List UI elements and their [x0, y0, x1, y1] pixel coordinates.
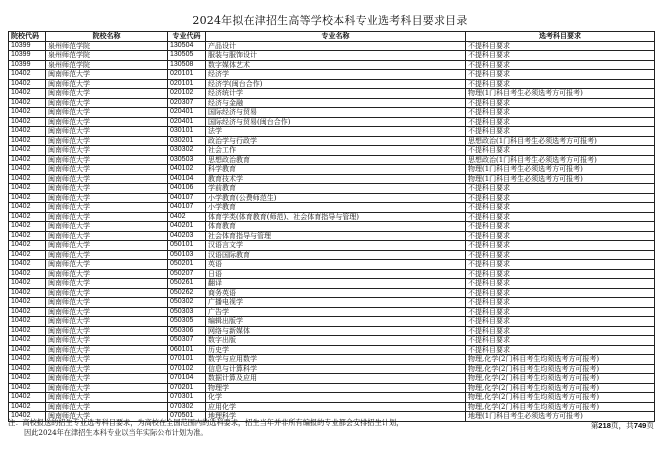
col-header-subject-requirement: 选考科目要求 [466, 32, 655, 42]
school-name-cell: 闽南师范大学 [46, 250, 168, 260]
major-name-cell: 日语 [206, 269, 466, 279]
school-code-cell: 10402 [9, 79, 46, 89]
school-name-cell: 闽南师范大学 [46, 288, 168, 298]
subject-requirement-cell: 不提科目要求 [466, 298, 655, 308]
table-row [9, 108, 655, 118]
major-name-cell: 化学 [206, 393, 466, 403]
major-code-cell: 070302 [168, 402, 206, 412]
subject-requirement-cell: 不提科目要求 [466, 279, 655, 289]
major-name-cell: 产品设计 [206, 41, 466, 51]
major-name-cell: 教育技术学 [206, 174, 466, 184]
table-row [9, 165, 655, 175]
major-code-cell: 050261 [168, 279, 206, 289]
table-row [9, 326, 655, 336]
school-code-cell: 10402 [9, 279, 46, 289]
school-name-cell: 闽南师范大学 [46, 402, 168, 412]
major-code-cell: 0402 [168, 212, 206, 222]
major-code-cell: 050201 [168, 260, 206, 270]
school-code-cell: 10399 [9, 60, 46, 70]
school-code-cell: 10402 [9, 127, 46, 137]
major-name-cell: 数字媒体艺术 [206, 60, 466, 70]
school-code-cell: 10402 [9, 364, 46, 374]
school-name-cell: 闽南师范大学 [46, 412, 168, 422]
subject-requirement-cell: 不提科目要求 [466, 345, 655, 355]
school-name-cell: 闽南师范大学 [46, 326, 168, 336]
major-name-cell: 科学教育 [206, 165, 466, 175]
school-name-cell: 闽南师范大学 [46, 108, 168, 118]
major-name-cell: 翻译 [206, 279, 466, 289]
major-name-cell: 学前教育 [206, 184, 466, 194]
school-code-cell: 10402 [9, 241, 46, 251]
major-code-cell: 030302 [168, 146, 206, 156]
major-name-cell: 广告学 [206, 307, 466, 317]
major-name-cell: 汉语国际教育 [206, 250, 466, 260]
major-name-cell: 体育学类(体育教育(师范)、社会体育指导与管理) [206, 212, 466, 222]
subject-requirement-cell: 物理(1门科目考生必须选考方可报考) [466, 174, 655, 184]
col-header-major-code: 专业代码 [168, 32, 206, 42]
major-name-cell: 经济与金融 [206, 98, 466, 108]
school-code-cell: 10402 [9, 222, 46, 232]
major-name-cell: 体育教育 [206, 222, 466, 232]
school-code-cell: 10402 [9, 317, 46, 327]
table-row [9, 222, 655, 232]
major-name-cell: 经济统计学 [206, 89, 466, 99]
page-current: 218 [598, 421, 611, 430]
table-row [9, 383, 655, 393]
table-row [9, 307, 655, 317]
school-name-cell: 闽南师范大学 [46, 184, 168, 194]
table-row [9, 279, 655, 289]
major-code-cell: 070104 [168, 374, 206, 384]
table-row [9, 70, 655, 80]
table-row [9, 317, 655, 327]
subject-requirement-cell: 不提科目要求 [466, 203, 655, 213]
page-middle: 页，共 [610, 421, 634, 430]
table-row [9, 374, 655, 384]
school-code-cell: 10402 [9, 260, 46, 270]
subject-requirement-cell: 物理,化学(2门科目考生均须选考方可报考) [466, 364, 655, 374]
col-header-school-name: 院校名称 [46, 32, 168, 42]
school-code-cell: 10402 [9, 165, 46, 175]
table-row [9, 41, 655, 51]
subject-requirement-cell: 物理,化学(2门科目考生均须选考方可报考) [466, 355, 655, 365]
table-row [9, 127, 655, 137]
school-name-cell: 闽南师范大学 [46, 146, 168, 156]
school-code-cell: 10402 [9, 136, 46, 146]
school-name-cell: 闽南师范大学 [46, 241, 168, 251]
table-row [9, 250, 655, 260]
school-code-cell: 10402 [9, 155, 46, 165]
school-code-cell: 10402 [9, 146, 46, 156]
major-name-cell: 经济学 [206, 70, 466, 80]
school-code-cell: 10402 [9, 345, 46, 355]
table-row [9, 364, 655, 374]
school-code-cell: 10402 [9, 412, 46, 422]
table-row [9, 89, 655, 99]
table-row [9, 146, 655, 156]
subject-requirement-cell: 不提科目要求 [466, 98, 655, 108]
table-header-row [9, 32, 655, 42]
table-row [9, 193, 655, 203]
major-name-cell: 小学教育 [206, 203, 466, 213]
school-name-cell: 闽南师范大学 [46, 317, 168, 327]
major-code-cell: 070501 [168, 412, 206, 422]
subject-requirement-cell: 不提科目要求 [466, 212, 655, 222]
major-code-cell: 030201 [168, 136, 206, 146]
school-name-cell: 闽南师范大学 [46, 79, 168, 89]
subject-requirement-cell: 物理,化学(2门科目考生均须选考方可报考) [466, 374, 655, 384]
school-code-cell: 10402 [9, 231, 46, 241]
school-code-cell: 10402 [9, 203, 46, 213]
school-name-cell: 闽南师范大学 [46, 260, 168, 270]
table-row [9, 288, 655, 298]
major-code-cell: 070102 [168, 364, 206, 374]
subject-requirement-cell: 不提科目要求 [466, 317, 655, 327]
subject-requirement-cell: 不提科目要求 [466, 260, 655, 270]
school-name-cell: 闽南师范大学 [46, 212, 168, 222]
major-code-cell: 050307 [168, 336, 206, 346]
school-name-cell: 闽南师范大学 [46, 383, 168, 393]
school-name-cell: 闽南师范大学 [46, 279, 168, 289]
major-code-cell: 130508 [168, 60, 206, 70]
school-code-cell: 10402 [9, 374, 46, 384]
school-code-cell: 10399 [9, 51, 46, 61]
school-name-cell: 闽南师范大学 [46, 364, 168, 374]
major-code-cell: 060101 [168, 345, 206, 355]
major-name-cell: 小学教育(公费师范生) [206, 193, 466, 203]
subject-requirement-cell: 物理,化学(2门科目考生均须选考方可报考) [466, 402, 655, 412]
table-row [9, 269, 655, 279]
major-name-cell: 思想政治教育 [206, 155, 466, 165]
school-name-cell: 闽南师范大学 [46, 165, 168, 175]
page-prefix: 第 [590, 421, 599, 430]
table-row [9, 345, 655, 355]
major-code-cell: 020401 [168, 117, 206, 127]
major-code-cell: 030503 [168, 155, 206, 165]
table-row [9, 51, 655, 61]
school-code-cell: 10402 [9, 89, 46, 99]
major-code-cell: 050262 [168, 288, 206, 298]
subject-requirement-cell: 不提科目要求 [466, 79, 655, 89]
table-row [9, 336, 655, 346]
major-name-cell: 物理学 [206, 383, 466, 393]
major-code-cell: 020101 [168, 70, 206, 80]
school-code-cell: 10402 [9, 184, 46, 194]
subject-requirement-cell: 不提科目要求 [466, 241, 655, 251]
major-name-cell: 社会体育指导与管理 [206, 231, 466, 241]
col-header-school-code: 院校代码 [9, 32, 46, 42]
table-row [9, 298, 655, 308]
major-code-cell: 070101 [168, 355, 206, 365]
subject-requirement-cell: 不提科目要求 [466, 231, 655, 241]
major-code-cell: 040104 [168, 174, 206, 184]
subject-requirement-cell: 不提科目要求 [466, 51, 655, 61]
footnote-line-2: 因此2024年在津招生本科专业以当年实际公布计划为准。 [24, 428, 208, 437]
school-name-cell: 闽南师范大学 [46, 136, 168, 146]
major-name-cell: 广播电视学 [206, 298, 466, 308]
table-row [9, 402, 655, 412]
subject-requirement-cell: 不提科目要求 [466, 222, 655, 232]
major-code-cell: 070201 [168, 383, 206, 393]
major-name-cell: 政治学与行政学 [206, 136, 466, 146]
subject-requirement-cell: 不提科目要求 [466, 193, 655, 203]
major-code-cell: 050302 [168, 298, 206, 308]
subject-requirement-cell: 物理(1门科目考生必须选考方可报考) [466, 165, 655, 175]
subject-requirement-cell: 不提科目要求 [466, 288, 655, 298]
table-row [9, 79, 655, 89]
table-row [9, 241, 655, 251]
school-name-cell: 闽南师范大学 [46, 127, 168, 137]
subject-requirement-cell: 不提科目要求 [466, 336, 655, 346]
page-total: 749 [633, 421, 647, 430]
table-row [9, 60, 655, 70]
school-name-cell: 闽南师范大学 [46, 174, 168, 184]
school-name-cell: 闽南师范大学 [46, 89, 168, 99]
major-name-cell: 商务英语 [206, 288, 466, 298]
subject-requirement-cell: 不提科目要求 [466, 127, 655, 137]
table-row [9, 260, 655, 270]
major-name-cell: 汉语言文学 [206, 241, 466, 251]
major-name-cell: 数字出版 [206, 336, 466, 346]
table-body [9, 41, 655, 421]
col-header-major-name: 专业名称 [206, 32, 466, 42]
school-code-cell: 10402 [9, 336, 46, 346]
table-row [9, 184, 655, 194]
table-row [9, 174, 655, 184]
school-name-cell: 闽南师范大学 [46, 98, 168, 108]
table-row [9, 117, 655, 127]
school-name-cell: 闽南师范大学 [46, 336, 168, 346]
major-code-cell: 050207 [168, 269, 206, 279]
school-name-cell: 闽南师范大学 [46, 70, 168, 80]
school-name-cell: 闽南师范大学 [46, 355, 168, 365]
school-name-cell: 闽南师范大学 [46, 374, 168, 384]
major-code-cell: 050303 [168, 307, 206, 317]
school-name-cell: 泉州师范学院 [46, 60, 168, 70]
major-name-cell: 地理科学 [206, 412, 466, 422]
table-row [9, 212, 655, 222]
major-code-cell: 050306 [168, 326, 206, 336]
subject-requirement-cell: 物理,化学(2门科目考生均须选考方可报考) [466, 393, 655, 403]
school-code-cell: 10402 [9, 269, 46, 279]
school-code-cell: 10402 [9, 70, 46, 80]
major-code-cell: 130504 [168, 41, 206, 51]
school-code-cell: 10399 [9, 41, 46, 51]
school-name-cell: 泉州师范学院 [46, 41, 168, 51]
major-code-cell: 020307 [168, 98, 206, 108]
school-code-cell: 10402 [9, 298, 46, 308]
school-code-cell: 10402 [9, 174, 46, 184]
school-name-cell: 闽南师范大学 [46, 307, 168, 317]
school-code-cell: 10402 [9, 393, 46, 403]
school-code-cell: 10402 [9, 193, 46, 203]
school-code-cell: 10402 [9, 355, 46, 365]
subject-requirement-cell: 不提科目要求 [466, 250, 655, 260]
school-code-cell: 10402 [9, 108, 46, 118]
subject-requirement-cell: 物理(1门科目考生必须选考方可报考) [466, 89, 655, 99]
subject-requirement-cell: 地理(1门科目考生必须选考方可报考) [466, 412, 655, 422]
subject-requirement-cell: 不提科目要求 [466, 41, 655, 51]
major-code-cell: 050101 [168, 241, 206, 251]
major-code-cell: 020102 [168, 89, 206, 99]
school-code-cell: 10402 [9, 98, 46, 108]
major-code-cell: 040107 [168, 193, 206, 203]
school-code-cell: 10402 [9, 326, 46, 336]
school-name-cell: 闽南师范大学 [46, 203, 168, 213]
school-name-cell: 闽南师范大学 [46, 155, 168, 165]
major-code-cell: 040102 [168, 165, 206, 175]
major-code-cell: 130505 [168, 51, 206, 61]
major-name-cell: 社会工作 [206, 146, 466, 156]
school-name-cell: 闽南师范大学 [46, 193, 168, 203]
major-name-cell: 法学 [206, 127, 466, 137]
major-code-cell: 040107 [168, 203, 206, 213]
school-name-cell: 闽南师范大学 [46, 231, 168, 241]
major-code-cell: 020101 [168, 79, 206, 89]
subject-requirement-cell: 不提科目要求 [466, 269, 655, 279]
major-code-cell: 070301 [168, 393, 206, 403]
subject-requirement-cell: 不提科目要求 [466, 70, 655, 80]
major-code-cell: 040203 [168, 231, 206, 241]
page-indicator [591, 420, 654, 431]
subject-requirement-cell: 物理,化学(2门科目考生均须选考方可报考) [466, 383, 655, 393]
subject-requirement-cell: 不提科目要求 [466, 117, 655, 127]
school-name-cell: 闽南师范大学 [46, 393, 168, 403]
table-row [9, 355, 655, 365]
school-name-cell: 闽南师范大学 [46, 117, 168, 127]
major-code-cell: 040106 [168, 184, 206, 194]
school-name-cell: 闽南师范大学 [46, 345, 168, 355]
table-row [9, 231, 655, 241]
major-code-cell: 020401 [168, 108, 206, 118]
subject-requirement-cell: 不提科目要求 [466, 108, 655, 118]
page-title: 2024年拟在津招生高等学校本科专业选考科目要求目录 [192, 14, 468, 27]
table-row [9, 155, 655, 165]
subject-requirement-cell: 不提科目要求 [466, 146, 655, 156]
subject-requirement-cell: 不提科目要求 [466, 326, 655, 336]
table-row [9, 98, 655, 108]
school-code-cell: 10402 [9, 402, 46, 412]
major-name-cell: 网络与新媒体 [206, 326, 466, 336]
major-name-cell: 历史学 [206, 345, 466, 355]
page-suffix: 页 [646, 421, 654, 430]
subject-requirement-cell: 思想政治(1门科目考生必须选考方可报考) [466, 136, 655, 146]
school-code-cell: 10402 [9, 383, 46, 393]
major-name-cell: 数据计算及应用 [206, 374, 466, 384]
school-name-cell: 闽南师范大学 [46, 298, 168, 308]
requirements-table [8, 31, 655, 422]
major-name-cell: 编辑出版学 [206, 317, 466, 327]
major-code-cell: 050103 [168, 250, 206, 260]
school-name-cell: 泉州师范学院 [46, 51, 168, 61]
subject-requirement-cell: 思想政治(1门科目考生必须选考方可报考) [466, 155, 655, 165]
school-name-cell: 闽南师范大学 [46, 222, 168, 232]
major-name-cell: 国际经济与贸易(闽台合作) [206, 117, 466, 127]
major-code-cell: 050305 [168, 317, 206, 327]
table-row [9, 136, 655, 146]
subject-requirement-cell: 不提科目要求 [466, 60, 655, 70]
school-code-cell: 10402 [9, 288, 46, 298]
major-name-cell: 数学与应用数学 [206, 355, 466, 365]
major-name-cell: 经济学(闽台合作) [206, 79, 466, 89]
school-code-cell: 10402 [9, 307, 46, 317]
major-name-cell: 服装与服饰设计 [206, 51, 466, 61]
major-name-cell: 信息与计算科学 [206, 364, 466, 374]
table-row [9, 203, 655, 213]
major-code-cell: 040201 [168, 222, 206, 232]
table-row [9, 393, 655, 403]
school-code-cell: 10402 [9, 117, 46, 127]
major-name-cell: 英语 [206, 260, 466, 270]
major-name-cell: 应用化学 [206, 402, 466, 412]
subject-requirement-cell: 不提科目要求 [466, 184, 655, 194]
major-name-cell: 国际经济与贸易 [206, 108, 466, 118]
major-code-cell: 030101 [168, 127, 206, 137]
school-code-cell: 10402 [9, 212, 46, 222]
footnote [8, 418, 654, 438]
subject-requirement-cell: 不提科目要求 [466, 307, 655, 317]
school-name-cell: 闽南师范大学 [46, 269, 168, 279]
school-code-cell: 10402 [9, 250, 46, 260]
footnote-line-1: 注：高校报送的招生专业选考科目要求，为高校在全国范围内的选科要求，招生当年并非所有编报的专业都会安排招生计划， [8, 418, 404, 427]
